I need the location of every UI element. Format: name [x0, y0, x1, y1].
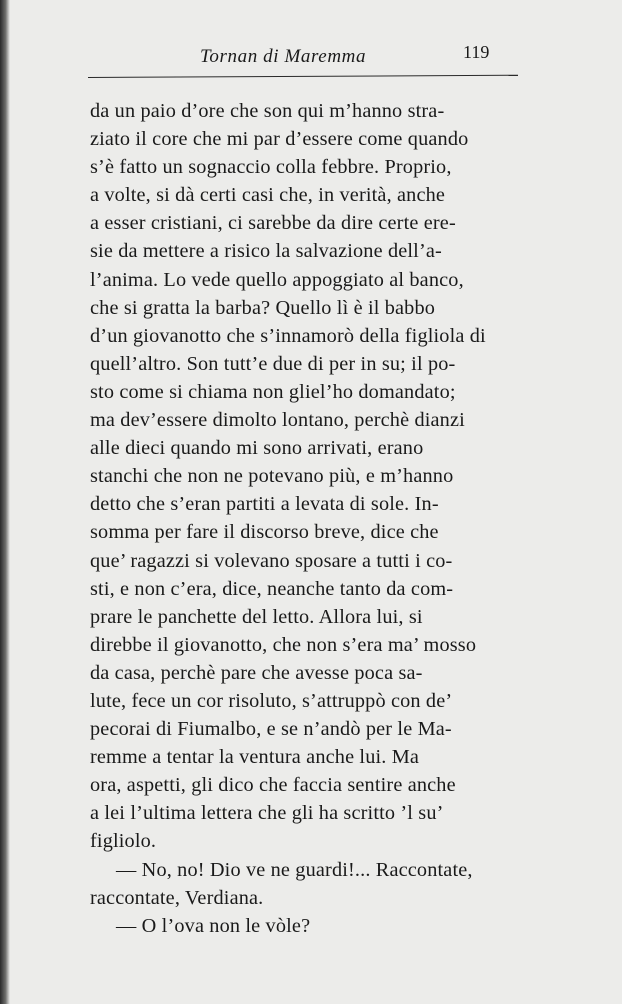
page-number: 119	[463, 42, 490, 62]
text-line: ora, aspetti, gli dico che faccia sentire anche	[90, 774, 456, 797]
text-line: che si gratta la barba? Quello lì è il babbo	[90, 296, 436, 319]
text-line: a esser cristiani, ci sarebbe da dire certe ere-	[90, 212, 456, 235]
text-line: prare le panchette del letto. Allora lui, si	[90, 605, 423, 628]
text-line: ma dev’essere dimolto lontano, perchè dianzi	[90, 409, 465, 432]
running-title: Tornan di Maremma	[200, 46, 367, 67]
text-line: lute, fece un cor risoluto, s’attruppò con de’	[90, 689, 453, 712]
text-line: pecorai di Fiumalbo, e se n’andò per le Ma-	[90, 718, 452, 741]
text-line: direbbe il giovanotto, che non s’era ma’ mosso	[90, 633, 477, 656]
text-line: l’anima. Lo vede quello appoggiato al banco,	[90, 268, 464, 291]
text-line: s’è fatto un sognaccio colla febbre. Proprio,	[90, 156, 452, 179]
text-line: d’un giovanotto che s’innamorò della figliola di	[90, 324, 486, 347]
text-line: que’ ragazzi si volevano sposare a tutti i co-	[90, 549, 453, 572]
body-text	[90, 97, 530, 940]
text-line: remme a tentar la ventura anche lui. Ma	[90, 746, 420, 769]
header-rule	[88, 75, 518, 78]
text-line: quell’altro. Son tutt’e due di per in su; il po-	[90, 352, 456, 375]
text-line: detto che s’eran partiti a levata di sole. In-	[90, 493, 439, 516]
text-line: alle dieci quando mi sono arrivati, erano	[90, 437, 424, 460]
text-line: da casa, perchè pare che avesse poca sa-	[90, 661, 423, 684]
text-line: a lei l’ultima lettera che gli ha scritto ’l su’	[90, 802, 444, 825]
text-line: sie da mettere a risico la salvazione dell’a-	[90, 240, 442, 263]
text-line: somma per fare il discorso breve, dice che	[90, 521, 439, 544]
text-line: stanchi che non ne potevano più, e m’hanno	[90, 465, 454, 488]
text-line: figliolo.	[90, 830, 157, 853]
text-line: ziato il core che mi par d’essere come quando	[90, 128, 469, 151]
text-line: da un paio d’ore che son qui m’hanno stra-	[90, 100, 445, 122]
dialogue-line: — No, no! Dio ve ne guardi!... Raccontate,	[116, 858, 473, 881]
text-line: sti, e non c’era, dice, neanche tanto da com-	[90, 577, 454, 600]
dialogue-line: — O l’ova non le vòle?	[116, 914, 311, 937]
spine-shadow	[0, 0, 10, 1004]
text-line: raccontate, Verdiana.	[90, 886, 264, 909]
text-line: a volte, si dà certi casi che, in verità, anche	[90, 184, 446, 207]
text-line: sto come si chiama non gliel’ho domandato;	[90, 380, 456, 403]
